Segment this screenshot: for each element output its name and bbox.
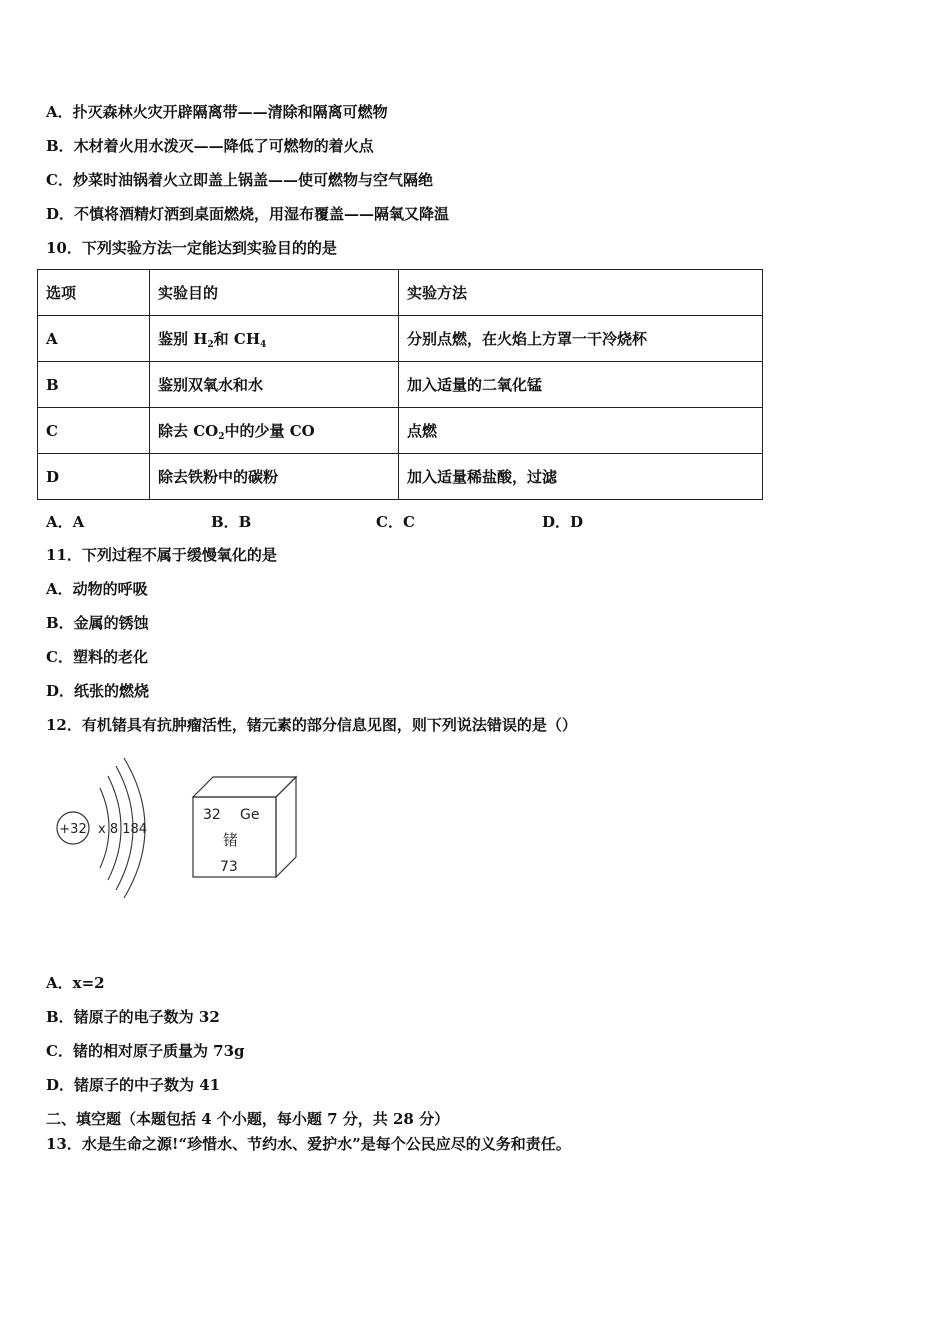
q12-stem: 12．有机锗具有抗肿瘤活性，锗元素的部分信息见图，则下列说法错误的是（） (46, 716, 577, 734)
box-top-face (193, 777, 296, 797)
q10-option-d: D．D (542, 513, 584, 531)
row-option: B (38, 362, 150, 408)
row-option: D (38, 454, 150, 500)
element-symbol: Ge (240, 807, 260, 823)
header-method: 实验方法 (399, 270, 763, 316)
q10-stem: 10．下列实验方法一定能达到实验目的的是 (46, 239, 337, 257)
table-row (38, 408, 763, 454)
q11-option-b: B．金属的锈蚀 (46, 614, 149, 632)
row-purpose: 鉴别双氧水和水 (150, 362, 399, 408)
row-method: 加入适量稀盐酸，过滤 (399, 454, 763, 500)
q9-option-d: D．不慎将酒精灯洒到桌面燃烧，用湿布覆盖——隔氧又降温 (46, 205, 450, 223)
table-row (38, 316, 763, 362)
row-method: 分别点燃，在火焰上方罩一干冷烧杯 (399, 316, 763, 362)
q10-option-a: A．A (46, 513, 85, 531)
atom-structure-diagram (50, 750, 310, 900)
q13-stem: 13．水是生命之源!“珍惜水、节约水、爱护水”是每个公民应尽的义务和责任。 (46, 1135, 571, 1153)
q12-option-b: B．锗原子的电子数为 32 (46, 1008, 220, 1026)
table-header-row (38, 270, 763, 316)
q10-option-c: C．C (376, 513, 415, 531)
q10-option-b: B．B (211, 513, 252, 531)
q10-options (46, 511, 746, 531)
table-row (38, 362, 763, 408)
row-purpose: 鉴别 $H_2$和 $CH_4$ (150, 316, 399, 362)
q11-stem: 11．下列过程不属于缓慢氧化的是 (46, 546, 277, 564)
q11-option-d: D．纸张的燃烧 (46, 682, 150, 700)
row-option: C (38, 408, 150, 454)
q10-table (37, 269, 763, 500)
q9-option-c: C．炒菜时油锅着火立即盖上锅盖——使可燃物与空气隔绝 (46, 171, 433, 189)
element-name: 锗 (223, 831, 239, 849)
header-purpose: 实验目的 (150, 270, 399, 316)
q12-option-a: A．x=2 (46, 974, 105, 992)
q11-option-a: A．动物的呼吸 (46, 580, 148, 598)
q11-option-c: C．塑料的老化 (46, 648, 148, 666)
shell-electrons: x 8 184 (98, 822, 148, 837)
atomic-number: 32 (203, 807, 221, 823)
section-heading: 二、填空题（本题包括 4 个小题，每小题 7 分，共 28 分） (46, 1110, 450, 1128)
q9-option-b: B．木材着火用水泼灭——降低了可燃物的着火点 (46, 137, 374, 155)
relative-atomic-mass: 73 (220, 859, 238, 875)
q12-option-d: D．锗原子的中子数为 41 (46, 1076, 221, 1094)
box-side-face (276, 777, 296, 877)
row-option: A (38, 316, 150, 362)
row-purpose: 除去铁粉中的碳粉 (150, 454, 399, 500)
germanium-figure (50, 750, 310, 900)
table-row (38, 454, 763, 500)
header-option: 选项 (38, 270, 150, 316)
q9-option-a: A．扑灭森林火灾开辟隔离带——清除和隔离可燃物 (46, 103, 388, 121)
row-method: 点燃 (399, 408, 763, 454)
nucleus-charge: +32 (59, 822, 87, 837)
q12-option-c: C．锗的相对原子质量为 73g (46, 1042, 245, 1060)
row-purpose: 除去 $CO_2$中的少量 CO (150, 408, 399, 454)
row-method: 加入适量的二氧化锰 (399, 362, 763, 408)
